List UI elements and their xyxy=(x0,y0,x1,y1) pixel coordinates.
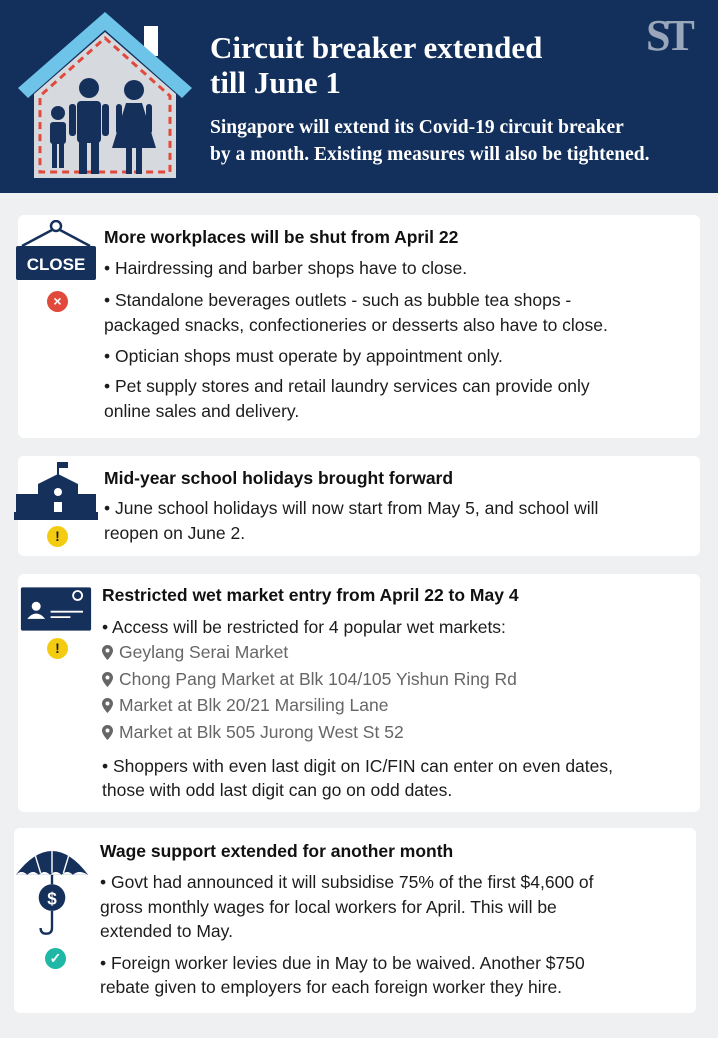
bullet-line: gross monthly wages for local workers for April. This will be xyxy=(100,897,557,917)
bullet-line: • June school holidays will now start from May 5, and school will xyxy=(104,498,599,518)
page-subtitle: Singapore will extend its Covid-19 circuit breaker by a month. Existing measures will also be tightened. xyxy=(210,117,650,165)
location-item: Geylang Serai Market xyxy=(102,640,288,664)
bullet-line: packaged snacks, confectioneries or desserts also have to close. xyxy=(104,315,608,335)
section-card-wet-market xyxy=(18,574,700,812)
close-sign-icon xyxy=(14,220,98,284)
header-banner xyxy=(0,0,718,193)
umbrella-dollar-icon xyxy=(14,842,90,938)
map-pin-icon xyxy=(102,672,113,687)
location-item: Market at Blk 505 Jurong West St 52 xyxy=(102,720,404,744)
bullet-line: rebate given to employers for each foreign worker they hire. xyxy=(100,977,563,997)
bullet-line: • Hairdressing and barber shops have to close. xyxy=(104,258,468,278)
close-sign-label: CLOSE xyxy=(26,255,86,274)
bullet-line: • Shoppers with even last digit on IC/FIN can enter on even dates, xyxy=(102,756,613,776)
section-title: Wage support extended for another month xyxy=(100,841,454,861)
dollar-sign-label: $ xyxy=(47,889,57,909)
x-icon: × xyxy=(47,291,68,312)
bullet-line: • Optician shops must operate by appointment only. xyxy=(104,346,503,366)
page-title: Circuit breaker extended till June 1 xyxy=(210,30,543,100)
bullet-line: those with odd last digit can go on odd dates. xyxy=(102,780,453,800)
section-card-wage-support xyxy=(14,828,696,1013)
st-logo: ST xyxy=(646,11,690,60)
map-pin-icon xyxy=(102,698,113,713)
location-item: Market at Blk 20/21 Marsiling Lane xyxy=(102,693,388,717)
map-pin-icon xyxy=(102,725,113,740)
section-card-workplaces xyxy=(18,215,700,438)
bullet-line: • Standalone beverages outlets - such as bubble tea shops - xyxy=(104,290,572,310)
family-house-icon xyxy=(10,8,200,188)
warning-icon: ! xyxy=(47,638,68,659)
section-title: Restricted wet market entry from April 22 to May 4 xyxy=(102,585,519,605)
bullet-line: online sales and delivery. xyxy=(104,401,300,421)
section-title: Mid-year school holidays brought forward xyxy=(104,468,454,488)
bullet-line: • Govt had announced it will subsidise 75% of the first $4,600 of xyxy=(100,872,594,892)
bullet-line: • Access will be restricted for 4 popular wet markets: xyxy=(102,617,506,637)
bullet-line: extended to May. xyxy=(100,921,233,941)
map-pin-icon xyxy=(102,645,113,660)
section-title: More workplaces will be shut from April 22 xyxy=(104,227,459,247)
school-icon xyxy=(14,460,98,524)
bullet-line: • Foreign worker levies due in May to be waived. Another $750 xyxy=(100,953,585,973)
id-card-icon xyxy=(20,586,92,632)
section-card-school xyxy=(18,456,700,556)
warning-icon: ! xyxy=(47,526,68,547)
check-icon: ✓ xyxy=(45,948,66,969)
location-item: Chong Pang Market at Blk 104/105 Yishun Ring Rd xyxy=(102,667,517,691)
bullet-line: reopen on June 2. xyxy=(104,523,246,543)
bullet-line: • Pet supply stores and retail laundry services can provide only xyxy=(104,376,590,396)
